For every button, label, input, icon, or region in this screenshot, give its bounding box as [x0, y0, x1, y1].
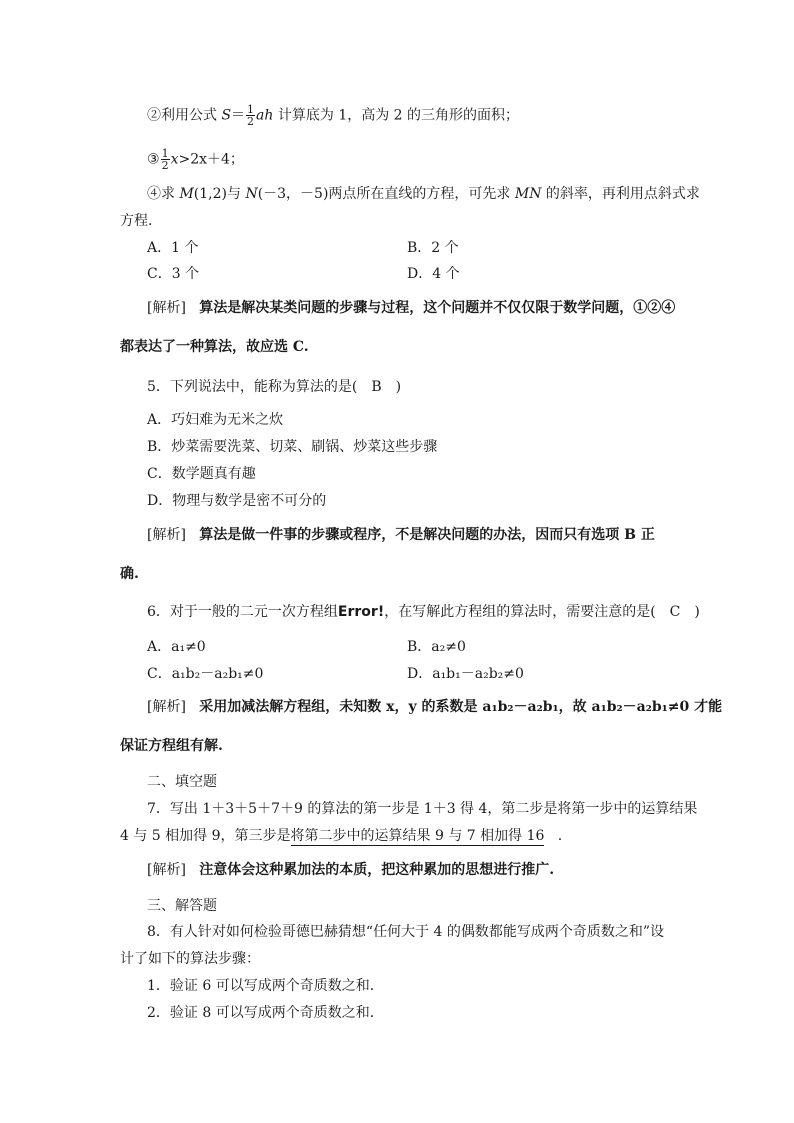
text: ③ — [147, 151, 160, 168]
fraction-half — [161, 148, 170, 171]
q5-option-b: B．炒菜需要洗菜、切菜、刷锅、炒菜这些步骤 — [147, 439, 438, 455]
q8-step-1: 1．验证 6 可以写成两个奇质数之和． — [147, 978, 384, 994]
q8-step-2: 2．验证 8 可以写成两个奇质数之和． — [147, 1005, 384, 1021]
analysis-tag: [解析] — [147, 527, 186, 543]
text: ④求 — [147, 186, 180, 202]
q6-stem — [147, 602, 700, 622]
frac-den: 2 — [247, 115, 255, 128]
text: 计算底为 1，高为 2 的三角形的面积； — [273, 107, 520, 124]
q5-stem: 5．下列说法中，能称为算法的是( B ) — [147, 379, 402, 395]
q6-analysis-cont: 保证方程组有解. — [120, 738, 223, 754]
q6-option-c: C．a₁b₂－a₂b₁≠0 — [147, 666, 264, 682]
q7-analysis — [147, 860, 554, 880]
q8-line-1: 8．有人针对如何检验哥德巴赫猜想“任何大于 4 的偶数都能写成两个奇质数之和”设 — [147, 924, 665, 940]
q4-option-b: B．2 个 — [407, 240, 459, 256]
analysis-tag: [解析] — [147, 300, 186, 316]
analysis-text: 算法是做一件事的步骤或程序，不是解决问题的办法，因而只有选项 B 正 — [199, 527, 655, 543]
q4-item-4 — [147, 184, 700, 204]
error-field: Error! — [337, 604, 385, 620]
q5-analysis — [147, 525, 655, 545]
q7-answer: 将第二步中的运算结果 9 与 7 相加得 16 — [290, 828, 545, 844]
analysis-text: 采用加减法解方程组，未知数 x，y 的系数是 a₁b₂－a₂b₁，故 a₁b₂－a₂b₁≠0 才能 — [199, 699, 723, 715]
analysis-tag: [解析] — [147, 862, 186, 878]
text: 4 与 5 相加得 9，第三步是 — [120, 828, 291, 844]
q4-analysis — [147, 298, 675, 318]
q5-option-a: A．巧妇难为无米之炊 — [147, 412, 284, 428]
var-ah: ah — [256, 107, 274, 124]
q4-option-d: D．4 个 — [407, 266, 460, 282]
text: . — [557, 828, 563, 844]
var-s: S — [221, 107, 232, 124]
q7-line-2 — [120, 826, 562, 846]
q6-analysis — [147, 697, 722, 717]
q6-option-d: D．a₁b₁－a₂b₂≠0 — [407, 666, 524, 682]
frac-den: 2 — [161, 159, 169, 172]
q4-option-a: A．1 个 — [147, 240, 199, 256]
q4-item-2 — [147, 104, 519, 127]
text: 的斜率，再利用点斜式求 — [541, 186, 700, 202]
q8-line-2: 计了如下的算法步骤： — [120, 951, 260, 967]
q6-option-a: A．a₁≠0 — [147, 639, 206, 655]
analysis-text: 注意体会这种累加法的本质，把这种累加的思想进行推广. — [199, 862, 555, 878]
q4-analysis-cont: 都表达了一种算法，故应选 C. — [120, 339, 309, 355]
fraction-half — [246, 104, 255, 127]
q6-option-b: B．a₂≠0 — [407, 639, 466, 655]
text: >2x＋4； — [178, 151, 244, 168]
text: ，在写解此方程组的算法时，需要注意的是( C ) — [384, 604, 700, 620]
equals: ＝ — [231, 107, 246, 124]
text: 6．对于一般的二元一次方程组 — [147, 604, 338, 620]
text: (－3，－5)两点所在直线的方程，可先求 — [257, 186, 515, 202]
q4-item-3 — [147, 148, 244, 171]
analysis-text: 算法是解决某类问题的步骤与过程，这个问题并不仅仅限于数学问题，①②④ — [199, 300, 676, 316]
var-mn: MN — [514, 186, 542, 202]
q7-line-1: 7．写出 1＋3＋5＋7＋9 的算法的第一步是 1＋3 得 4，第二步是将第一步中的运算结果 — [147, 801, 698, 817]
q4-item-4-cont: 方程． — [120, 213, 162, 229]
section-3-title: 三、解答题 — [147, 898, 217, 914]
var-n: N — [245, 186, 258, 202]
q5-option-d: D．物理与数学是密不可分的 — [147, 493, 327, 509]
text: (1,2)与 — [193, 186, 246, 202]
section-2-title: 二、填空题 — [147, 774, 217, 790]
q4-option-c: C．3 个 — [147, 266, 200, 282]
q5-option-c: C．数学题真有趣 — [147, 466, 256, 482]
q5-analysis-cont: 确. — [120, 566, 139, 582]
var-m: M — [179, 186, 194, 202]
frac-num: 1 — [161, 147, 169, 160]
text: ②利用公式 — [147, 107, 222, 124]
frac-num: 1 — [247, 103, 255, 116]
analysis-tag: [解析] — [147, 699, 186, 715]
var-x: x — [170, 151, 179, 168]
